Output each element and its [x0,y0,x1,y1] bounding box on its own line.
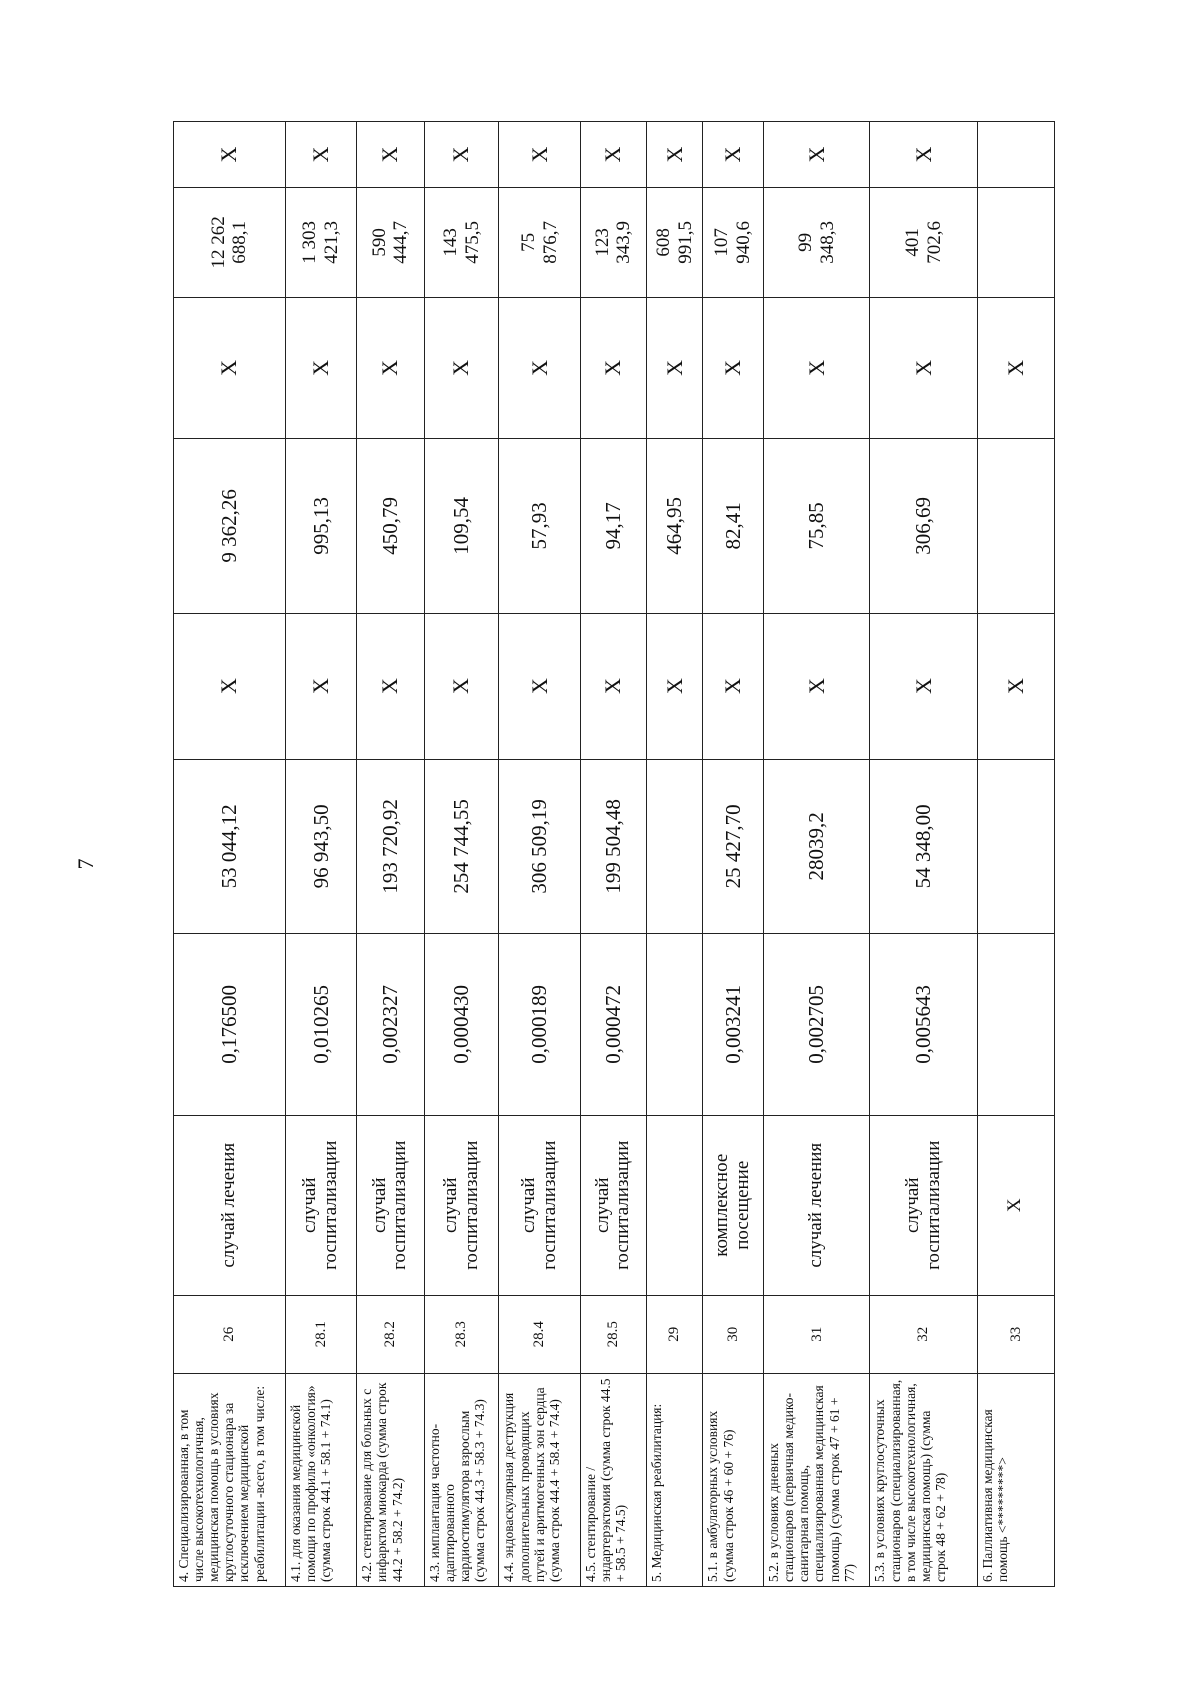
per-capita-cell: 9 362,26 [174,439,286,613]
table-row [764,122,870,1587]
row-name-cell: 4. Специализированная, в том числе высокотехнологичная, медицинская помощь в условиях круглосуточного стационара за исключением медицинской реабилитации -всего, в том числе: [174,1373,286,1586]
row-name-cell: 5. Медицинская реабилитация: [647,1373,703,1586]
cost-cell: 193 720,92 [357,759,424,933]
row-name-cell: 4.1. для оказания медицинской помощи по профилю «онкология» (сумма строк 44.1 + 58.1 + 74.1) [285,1373,357,1586]
table-row [580,122,646,1587]
row-name-cell: 5.2. в условиях дневных стационаров (первичная медико-санитарная помощь, специализированная медицинская помощь) (сумма строк 47 + 61 + 77) [764,1373,870,1586]
cost-cell: 96 943,50 [285,759,357,933]
cost-cell: 28039,2 [764,759,870,933]
row-number-cell: 28.4 [499,1295,580,1373]
x-cell: X [499,297,580,438]
x-cell: X [870,297,977,438]
unit-cell: случай госпитализации [357,1115,424,1295]
page-number: 7 [73,858,98,870]
row-number-cell: 31 [764,1295,870,1373]
norm-cell: 0,176500 [174,934,286,1116]
cost-cell: 254 744,55 [424,759,499,933]
row-number-cell: 30 [703,1295,764,1373]
total-cell: 590 444,7 [357,188,424,298]
unit-cell: случай госпитализации [870,1115,977,1295]
total-cell: 123 343,9 [580,188,646,298]
unit-cell: случай госпитализации [285,1115,357,1295]
x-cell: X [647,122,703,188]
x-cell: X [285,122,357,188]
total-cell: 107 940,6 [703,188,764,298]
cost-cell: 25 427,70 [703,759,764,933]
row-name-cell: 4.4. эндоваскулярная деструкция дополнительных проводящих путей и аритмогенных зон сердца (сумма строк 44.4 + 58.4 + 74.4) [499,1373,580,1586]
total-cell: 99 348,3 [764,188,870,298]
norm-cell [647,934,703,1116]
per-capita-cell: 109,54 [424,439,499,613]
table-row [977,122,1054,1587]
cost-cell [647,759,703,933]
x-cell: X [870,122,977,188]
x-cell: X [764,122,870,188]
x-cell: X [580,613,646,759]
norm-cell: 0,010265 [285,934,357,1116]
unit-cell: случай госпитализации [424,1115,499,1295]
cost-cell [977,759,1054,933]
unit-cell: X [977,1115,1054,1295]
norm-cell: 0,005643 [870,934,977,1116]
unit-cell: случай лечения [764,1115,870,1295]
x-cell: X [977,297,1054,438]
row-number-cell: 33 [977,1295,1054,1373]
x-cell: X [357,122,424,188]
x-cell: X [764,297,870,438]
total-cell [977,188,1054,298]
row-number-cell: 28.1 [285,1295,357,1373]
x-cell: X [424,297,499,438]
x-cell: X [703,613,764,759]
total-cell: 1 303 421,3 [285,188,357,298]
table-row [285,122,357,1587]
cost-cell: 199 504,48 [580,759,646,933]
row-number-cell: 29 [647,1295,703,1373]
x-cell: X [647,613,703,759]
norm-cell: 0,000430 [424,934,499,1116]
x-cell: X [285,613,357,759]
per-capita-cell: 450,79 [357,439,424,613]
per-capita-cell: 75,85 [764,439,870,613]
x-cell: X [580,122,646,188]
per-capita-cell: 306,69 [870,439,977,613]
norm-cell: 0,002705 [764,934,870,1116]
cost-cell: 54 348,00 [870,759,977,933]
row-number-cell: 26 [174,1295,286,1373]
x-cell: X [285,297,357,438]
total-cell: 401 702,6 [870,188,977,298]
total-cell: 12 262 688,1 [174,188,286,298]
table-row [357,122,424,1587]
data-table [173,121,1055,1587]
x-cell: X [357,613,424,759]
row-name-cell: 4.3. имплантация частотно-адаптированного кардиостимулятора взрослым (сумма строк 44.3 + 58.3 + 74.3) [424,1373,499,1586]
unit-cell [647,1115,703,1295]
unit-cell: случай лечения [174,1115,286,1295]
table-row [703,122,764,1587]
norm-cell: 0,000189 [499,934,580,1116]
row-name-cell: 4.5. стентирование / эндартерэктомия (сумма строк 44.5 + 58.5 + 74.5) [580,1373,646,1586]
row-number-cell: 28.3 [424,1295,499,1373]
rotated-table-wrapper [173,121,1055,1587]
table-row [174,122,286,1587]
per-capita-cell [977,439,1054,613]
x-cell: X [977,613,1054,759]
per-capita-cell: 464,95 [647,439,703,613]
unit-cell: случай госпитализации [499,1115,580,1295]
total-cell: 143 475,5 [424,188,499,298]
per-capita-cell: 995,13 [285,439,357,613]
row-number-cell: 28.2 [357,1295,424,1373]
x-cell: X [703,122,764,188]
table-row [499,122,580,1587]
total-cell: 75 876,7 [499,188,580,298]
x-cell: X [647,297,703,438]
row-name-cell: 6. Паллиативная медицинская помощь <*********> [977,1373,1054,1586]
table-row [424,122,499,1587]
x-cell: X [764,613,870,759]
norm-cell: 0,000472 [580,934,646,1116]
x-cell [977,122,1054,188]
cost-cell: 306 509,19 [499,759,580,933]
cost-cell: 53 044,12 [174,759,286,933]
per-capita-cell: 82,41 [703,439,764,613]
total-cell: 608 991,5 [647,188,703,298]
x-cell: X [424,122,499,188]
row-number-cell: 32 [870,1295,977,1373]
norm-cell: 0,003241 [703,934,764,1116]
per-capita-cell: 57,93 [499,439,580,613]
x-cell: X [499,122,580,188]
x-cell: X [174,122,286,188]
row-name-cell: 5.1. в амбулаторных условиях (сумма строк 46 + 60 + 76) [703,1373,764,1586]
x-cell: X [580,297,646,438]
x-cell: X [174,297,286,438]
table-row [870,122,977,1587]
x-cell: X [870,613,977,759]
unit-cell: случай госпитализации [580,1115,646,1295]
norm-cell: 0,002327 [357,934,424,1116]
per-capita-cell: 94,17 [580,439,646,613]
row-name-cell: 5.3. в условиях круглосуточных стационаров (специализированная, в том числе высокотехнологичная, медицинская помощь) (сумма строк 48 + 62 + 78) [870,1373,977,1586]
x-cell: X [499,613,580,759]
table-body [174,122,1055,1587]
unit-cell: комплексное посещение [703,1115,764,1295]
x-cell: X [357,297,424,438]
x-cell: X [424,613,499,759]
table-row [647,122,703,1587]
x-cell: X [703,297,764,438]
row-name-cell: 4.2. стентирование для больных с инфарктом миокарда (сумма строк 44.2 + 58.2 + 74.2) [357,1373,424,1586]
x-cell: X [174,613,286,759]
row-number-cell: 28.5 [580,1295,646,1373]
norm-cell [977,934,1054,1116]
